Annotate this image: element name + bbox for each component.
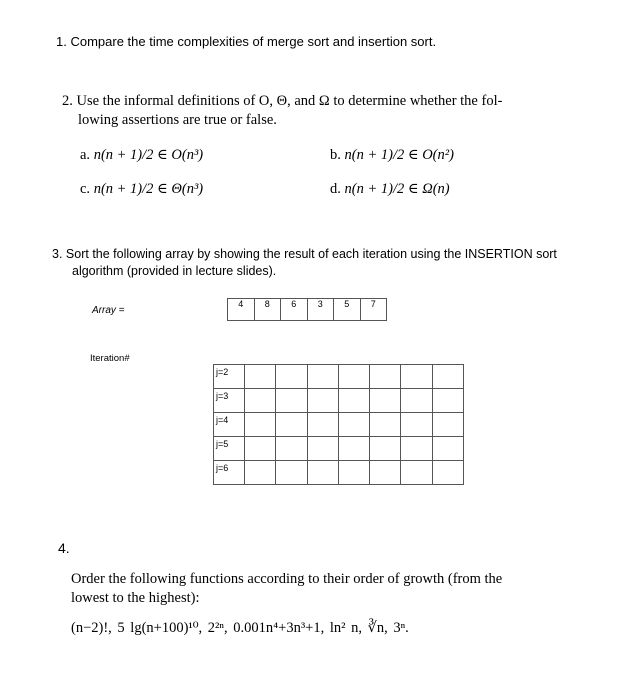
iteration-step-label: j=6 (214, 461, 245, 485)
question-3-number: 3. (52, 247, 63, 261)
answer-cell[interactable] (370, 365, 401, 389)
answer-cell[interactable] (307, 389, 338, 413)
table-row (214, 389, 464, 413)
table-row (214, 437, 464, 461)
iteration-label: Iteration# (90, 353, 130, 364)
answer-cell[interactable] (338, 365, 369, 389)
question-1-text: Compare the time complexities of merge sort and insertion sort. (70, 34, 437, 49)
question-1 (56, 34, 436, 49)
answer-cell[interactable] (432, 461, 463, 485)
option-a-label: a. (80, 147, 91, 163)
question-4-text-line2: lowest to the highest): (71, 590, 200, 606)
option-c-expr: n(n + 1)/2 ∈ Θ(n³) (93, 181, 204, 197)
answer-cell[interactable] (307, 413, 338, 437)
option-b-label: b. (330, 147, 341, 163)
answer-cell[interactable] (370, 461, 401, 485)
answer-cell[interactable] (370, 389, 401, 413)
array-label: Array = (92, 305, 125, 316)
question-2-number: 2. (62, 93, 73, 109)
answer-cell[interactable] (338, 461, 369, 485)
answer-cell[interactable] (245, 365, 276, 389)
iteration-step-label: j=4 (214, 413, 245, 437)
array-cell: 7 (360, 299, 387, 321)
answer-cell[interactable] (401, 461, 432, 485)
array-cell: 3 (307, 299, 334, 321)
array-table (227, 298, 387, 321)
iteration-step-label: j=3 (214, 389, 245, 413)
array-cell: 4 (228, 299, 255, 321)
question-3-text-line2: algorithm (provided in lecture slides). (72, 264, 277, 278)
answer-cell[interactable] (276, 389, 307, 413)
question-3-text-line1: Sort the following array by showing the result of each iteration using the INSERTION sort (65, 247, 557, 261)
option-c-label: c. (80, 181, 91, 197)
question-1-number: 1. (56, 34, 67, 49)
answer-cell[interactable] (401, 389, 432, 413)
option-a-expr: n(n + 1)/2 ∈ O(n³) (93, 147, 204, 163)
answer-cell[interactable] (432, 437, 463, 461)
question-2-text-line1: Use the informal definitions of O, Θ, and Ω to determine whether the fol- (76, 93, 503, 109)
option-b (330, 147, 454, 164)
answer-cell[interactable] (276, 413, 307, 437)
option-a (80, 147, 203, 164)
question-2-text-line2: lowing assertions are true or false. (78, 112, 277, 128)
answer-cell[interactable] (338, 389, 369, 413)
answer-cell[interactable] (245, 437, 276, 461)
answer-cell[interactable] (307, 437, 338, 461)
option-d (330, 181, 450, 198)
table-row (214, 461, 464, 485)
answer-cell[interactable] (432, 413, 463, 437)
question-2 (62, 92, 582, 130)
answer-cell[interactable] (370, 413, 401, 437)
answer-cell[interactable] (401, 437, 432, 461)
array-cell: 5 (334, 299, 361, 321)
question-4-number: 4. (58, 540, 70, 556)
table-row (214, 365, 464, 389)
iteration-table (213, 364, 464, 485)
option-d-label: d. (330, 181, 341, 197)
option-c (80, 181, 203, 198)
answer-cell[interactable] (338, 413, 369, 437)
option-d-expr: n(n + 1)/2 ∈ Ω(n) (344, 181, 450, 197)
answer-cell[interactable] (245, 461, 276, 485)
iteration-step-label: j=5 (214, 437, 245, 461)
answer-cell[interactable] (307, 461, 338, 485)
answer-cell[interactable] (245, 389, 276, 413)
iteration-step-label: j=2 (214, 365, 245, 389)
answer-cell[interactable] (338, 437, 369, 461)
answer-cell[interactable] (276, 461, 307, 485)
answer-cell[interactable] (401, 413, 432, 437)
answer-cell[interactable] (276, 365, 307, 389)
function-list: (n−2)!, 5 lg(n+100)¹⁰, 2²ⁿ, 0.001n⁴+3n³+1, ln² n, ∛n, 3ⁿ. (71, 620, 409, 636)
answer-cell[interactable] (276, 437, 307, 461)
answer-cell[interactable] (245, 413, 276, 437)
question-3 (52, 246, 612, 280)
answer-cell[interactable] (432, 365, 463, 389)
question-4 (71, 570, 591, 608)
array-cell: 6 (281, 299, 308, 321)
array-cell: 8 (254, 299, 281, 321)
answer-cell[interactable] (401, 365, 432, 389)
option-b-expr: n(n + 1)/2 ∈ O(n²) (344, 147, 454, 163)
table-row (214, 413, 464, 437)
answer-cell[interactable] (307, 365, 338, 389)
answer-cell[interactable] (432, 389, 463, 413)
question-4-text-line1: Order the following functions according to their order of growth (from the (71, 571, 503, 587)
answer-cell[interactable] (370, 437, 401, 461)
